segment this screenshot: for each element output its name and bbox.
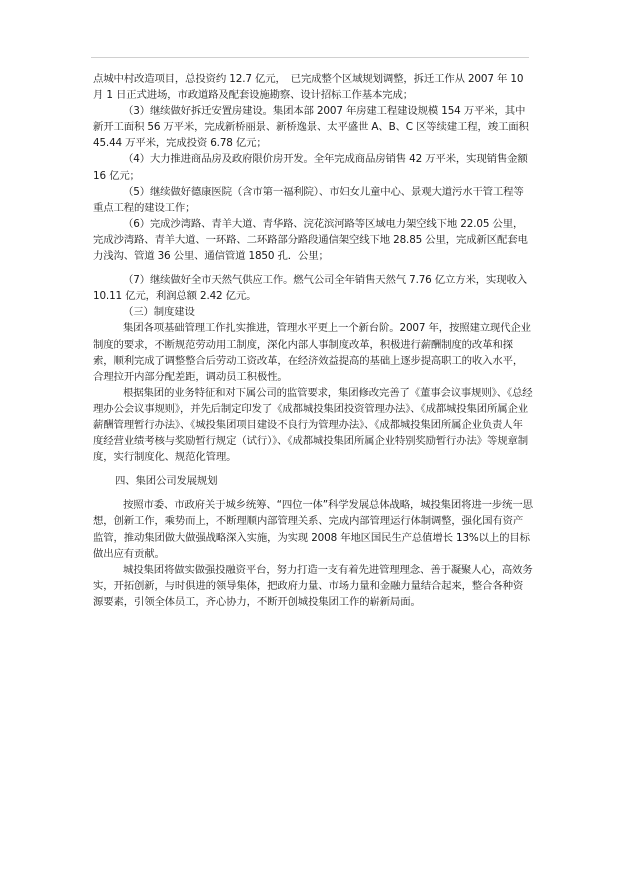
paragraph-management: 集团各项基础管理工作扎实推进，管理水平更上一个新台阶。2007 年，按照建立现代企业制度的要求，不断规范劳动用工制度，深化内部人事制度改革，积极进行薪酬制度的改革和探索，顺利完成了调整整合后劳动工资改革，在经济效益提高的基础上逐步提高职工的收入水平，合理拉开内部分配差距，调动员工积极性。: [93, 322, 531, 383]
spacer: [93, 465, 533, 473]
paragraph-item-4: （4）大力推进商品房及政府限价房开发。全年完成商品房销售 42 万平米，实现销售金额 16 亿元；: [93, 153, 528, 182]
section-heading-development-plan: 四、集团公司发展规划: [115, 475, 218, 488]
header-rule: [91, 57, 529, 58]
spacer: [93, 489, 533, 497]
paragraph-strategy: 按照市委、市政府关于城乡统筹、“四位一体”科学发展总体战略，城投集团将进一步统一思想，创新工作，乘势而上，不断理顺内部管理关系、完成内部管理运行体制调整，强化国有资产监管，推动集团做大做强战略深入实施，为实现 2008 年地区国民生产总值增长 13%以上的目标做出应有贡献。: [93, 499, 533, 560]
paragraph-financing-platform: 城投集团将做实做强投融资平台，努力打造一支有着先进管理理念、善于凝聚人心，高效务实，开拓创新，与时俱进的领导集体，把政府力量、市场力量和金融力量结合起来，整合各种资源要素，引领全体员工，齐心协力，不断开创城投集团工作的崭新局面。: [93, 563, 533, 608]
paragraph-urban-village: 点城中村改造项目，总投资约 12.7 亿元， 已完成整个区域规划调整，拆迁工作从 2007 年 10 月 1 日正式进场，市政道路及配套设施勘察、设计招标工作基本完成；: [93, 73, 524, 102]
paragraph-item-5: （5）继续做好德康医院（含市第一福利院）、市妇女儿童中心、景观大道污水干管工程等重点工程的建设工作；: [93, 185, 524, 214]
section-heading-system: （三）制度建设: [123, 306, 195, 319]
spacer: [93, 264, 533, 272]
document-body: [93, 71, 533, 610]
paragraph-item-6: （6）完成沙湾路、青羊大道、青华路、浣花滨河路等区域电力架空线下地 22.05 公里，完成沙湾路、青羊大道、一环路、二环路部分路段通信架空线下地 28.85 公里，完成新区配套电力浅沟、管道 36 公里、通信管道 1850 孔．公里；: [93, 217, 528, 263]
paragraph-regulations: 根据集团的业务特征和对下属公司的监管要求，集团修改完善了《董事会议事规则》、《总经理办公会议事规则》，并先后制定印发了《成都城投集团投资管理办法》、《成都城投集团所属企业薪酬管理暂行办法》、《城投集团项目建设不良行为管理办法》、《成都城投集团所属企业负责人年度经营业绩考核与奖励暂行规定（试行）》、《成都城投集团所属企业特别奖励暂行办法》等规章制度，实行制度化、规范化管理。: [93, 386, 533, 464]
paragraph-item-3: （3）继续做好拆迁安置房建设。集团本部 2007 年房建工程建设规模 154 万平米，其中新开工面积 56 万平米，完成新桥丽景、新桥逸景、太平盛世 A、B、C 区等续建工程，竣工面积 45.44 万平米，完成投资 6.78 亿元；: [93, 105, 529, 150]
paragraph-item-7: （7）继续做好全市天然气供应工作。燃气公司全年销售天然气 7.76 亿立方米，实现收入 10.11 亿元，利润总额 2.42 亿元。: [93, 274, 527, 303]
